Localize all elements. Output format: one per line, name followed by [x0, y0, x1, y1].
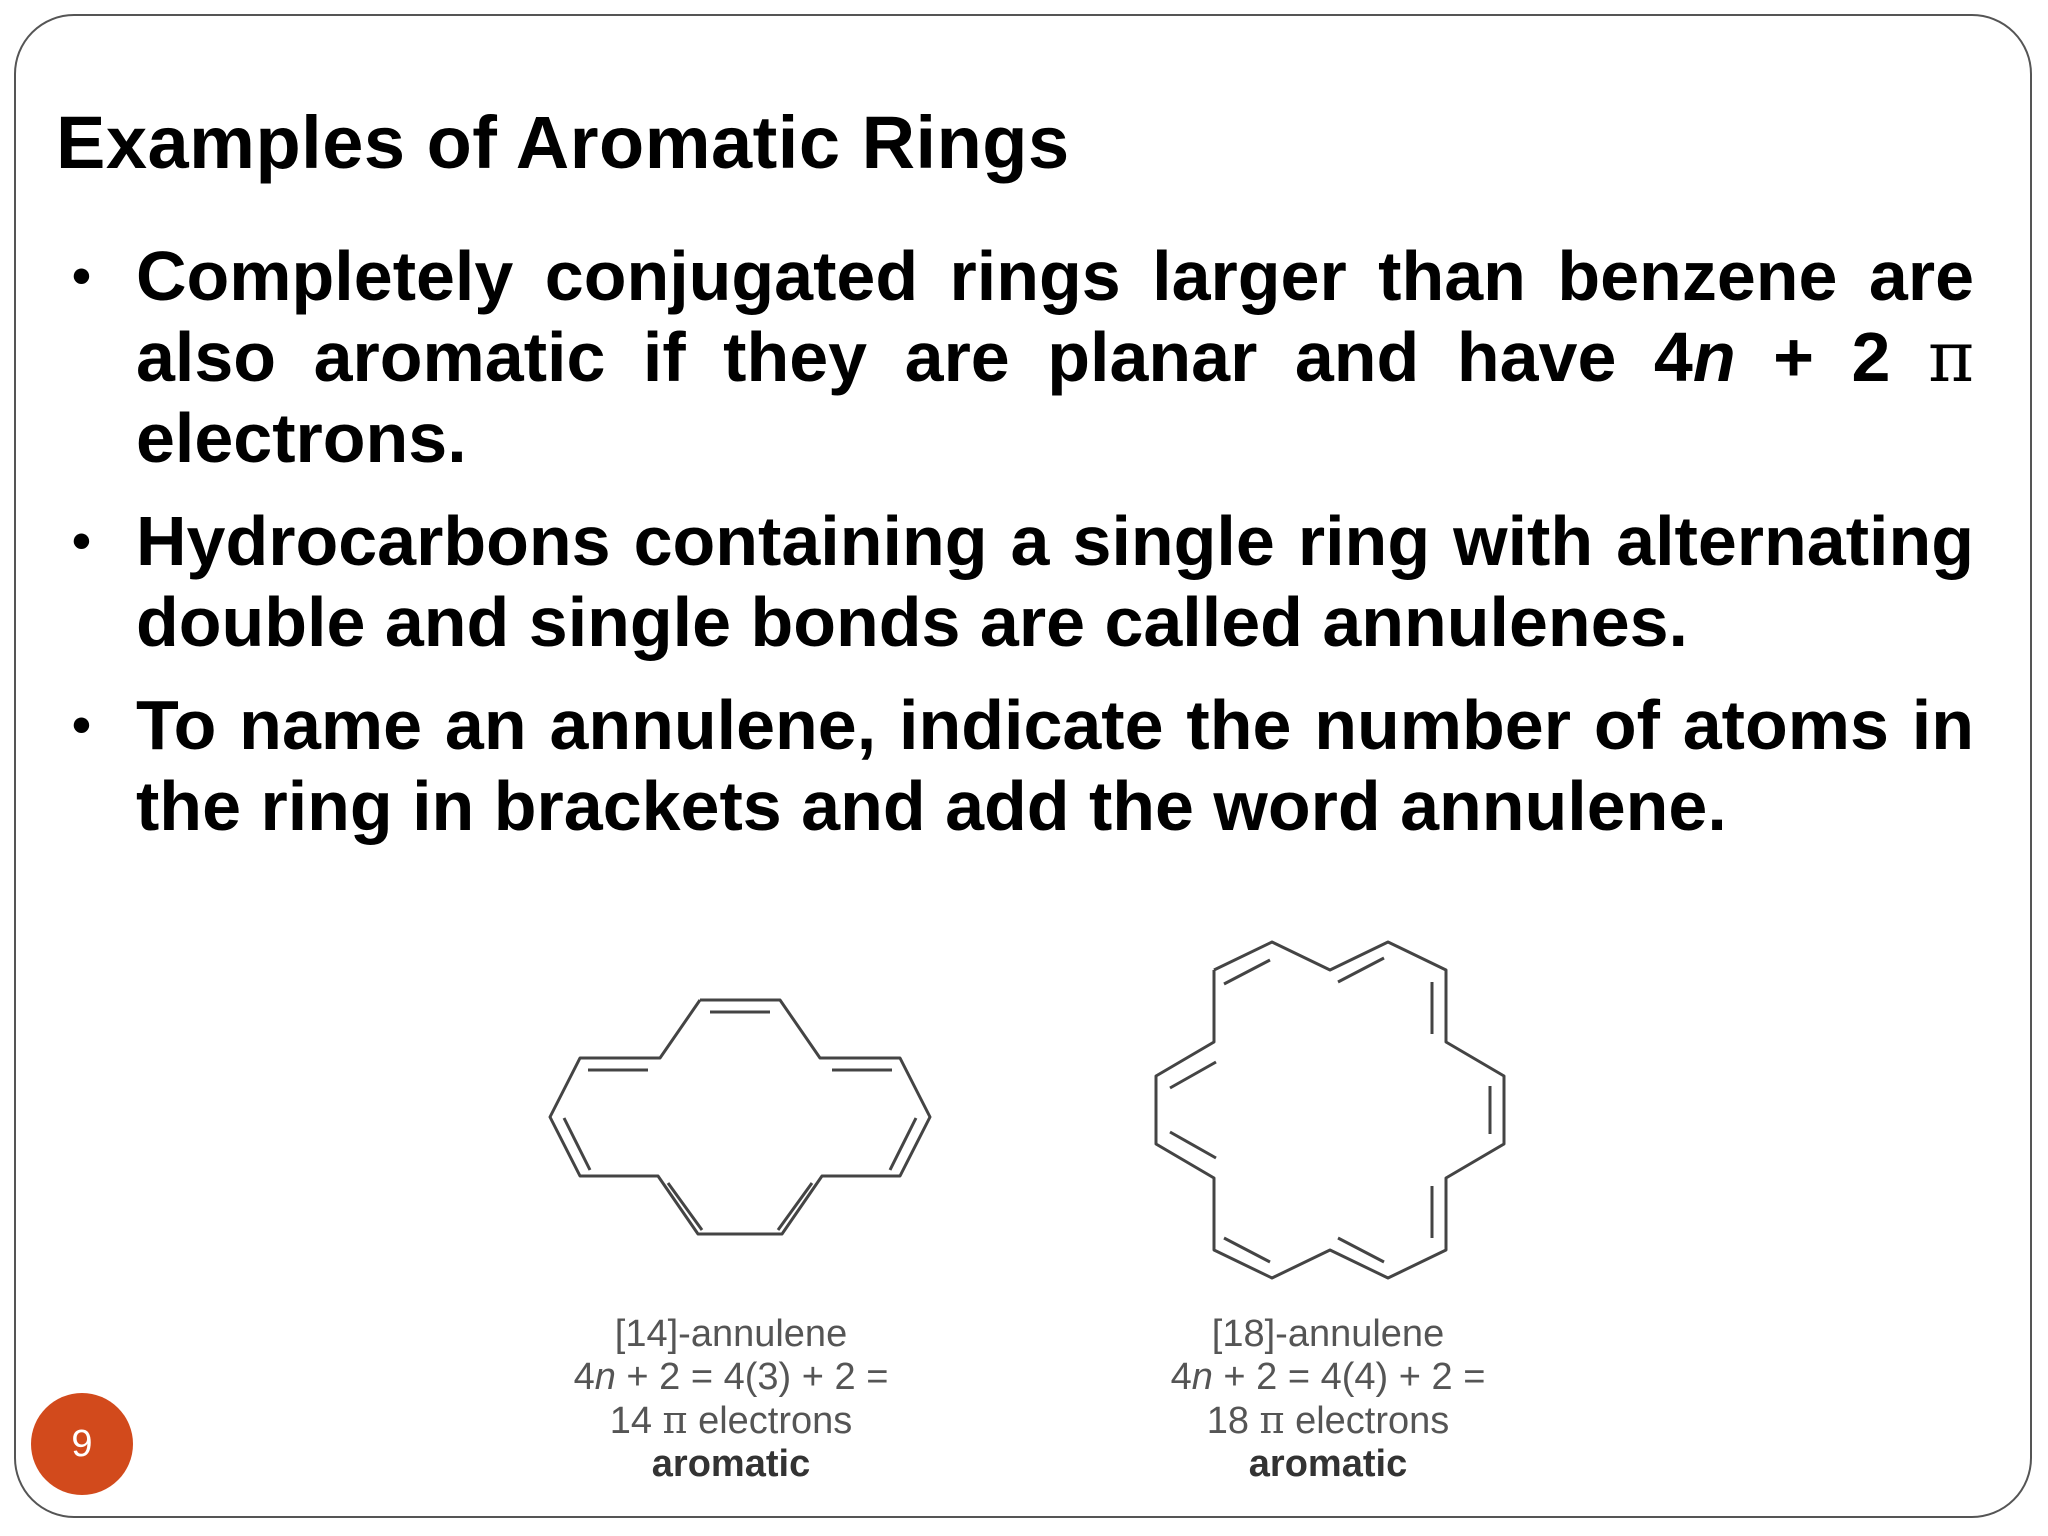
bullet-item-1 — [72, 236, 1974, 479]
bullet-1-text: Completely conjugated rings larger than benzene are also aromatic if they are planar and have 4 — [136, 237, 1974, 396]
annulene-14-double-bond — [668, 1183, 702, 1230]
annulene-14-double-bond — [564, 1118, 590, 1170]
annulene-14-structure — [540, 980, 940, 1250]
bullet-list — [72, 236, 1974, 869]
bullet-1-italic-n: n — [1692, 318, 1736, 396]
annulene-14-verdict: aromatic — [651, 1443, 811, 1485]
annulene-18-verdict: aromatic — [1248, 1443, 1408, 1485]
annulene-18-structure — [1140, 930, 1520, 1290]
bullet-1-tail: electrons. — [136, 399, 467, 477]
annulene-18-name: [18]-annulene — [1211, 1313, 1445, 1355]
annulene-18-ring — [1156, 942, 1504, 1278]
page-number-badge: 9 — [31, 1393, 133, 1495]
annulene-14-ring — [550, 1000, 930, 1234]
bullet-dot-icon: • — [72, 511, 91, 571]
bullet-dot-icon: • — [72, 695, 91, 755]
annulene-14-double-bond — [778, 1183, 812, 1230]
annulene-18-double-bond — [1170, 1132, 1216, 1158]
annulene-18-caption — [1118, 1313, 1538, 1486]
slide-title: Examples of Aromatic Rings — [56, 101, 1070, 184]
bullet-3-text: To name an annulene, indicate the number of atoms in the ring in brackets and add the word annulene. — [136, 686, 1974, 845]
bullet-item-2 — [72, 501, 1974, 663]
annulene-14-double-bond — [890, 1118, 916, 1170]
annulene-14-name: [14]-annulene — [614, 1313, 848, 1355]
annulene-14-electrons: 14 π electrons — [609, 1398, 853, 1442]
annulene-14-equation: 4n + 2 = 4(3) + 2 = — [573, 1356, 889, 1398]
bullet-1-plus-two: + 2 — [1735, 318, 1928, 396]
bullet-2-text: Hydrocarbons containing a single ring with alternating double and single bonds are called annulenes. — [136, 502, 1974, 661]
annulene-18-double-bond — [1170, 1062, 1216, 1088]
bullet-dot-icon: • — [72, 246, 91, 306]
bullet-item-3 — [72, 685, 1974, 847]
annulene-18-equation: 4n + 2 = 4(4) + 2 = — [1170, 1356, 1486, 1398]
annulene-18-electrons: 18 π electrons — [1206, 1398, 1450, 1442]
annulene-18-double-bond — [1224, 960, 1270, 984]
annulene-14-caption — [521, 1313, 941, 1486]
bullet-1-pi-symbol: π — [1927, 316, 1974, 398]
